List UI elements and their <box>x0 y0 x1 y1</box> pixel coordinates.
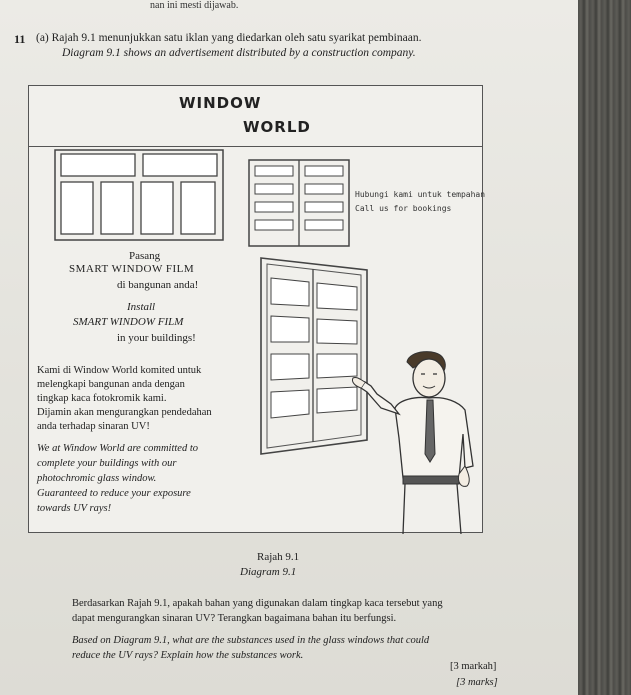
para-english-line-2: complete your buildings with our <box>37 458 177 469</box>
window-illustration-small <box>53 148 225 242</box>
para-malay-line-1: Kami di Window World komited untuk <box>37 365 202 376</box>
para-english-line-4: Guaranteed to reduce your exposure <box>37 488 191 499</box>
advertisement <box>28 85 486 533</box>
binder-edge <box>578 0 631 695</box>
advert-header <box>29 86 482 147</box>
bottom-malay-line-1: Berdasarkan Rajah 9.1, apakah bahan yang digunakan dalam tingkap kaca tersebut yang <box>72 598 443 609</box>
advert-title-world: WORLD <box>243 118 311 136</box>
para-english-line-3: photochromic glass window. <box>37 473 157 484</box>
para-english-line-1: We at Window World are committed to <box>37 443 198 454</box>
pasang-label: Pasang <box>129 250 161 262</box>
para-malay-line-2: melengkapi bangunan anda dengan <box>37 379 185 390</box>
question-part: (a) <box>36 32 49 44</box>
advert-title-window: WINDOW <box>179 94 262 112</box>
marks-english: [3 marks] <box>456 677 498 688</box>
install-label: Install <box>127 301 156 313</box>
in-your-buildings-label: in your buildings! <box>117 332 196 344</box>
top-cut-text: nan ini mesti dijawab. <box>150 0 239 11</box>
smart-window-film-malay: SMART WINDOW FILM <box>69 263 195 275</box>
question-english: Diagram 9.1 shows an advertisement distributed by a construction company. <box>62 47 416 59</box>
para-malay-line-4: Dijamin akan mengurangkan pendedahan <box>37 407 212 418</box>
question-number: 11 <box>14 32 26 46</box>
para-malay-line-3: tingkap kaca fotokromik kami. <box>37 393 167 404</box>
caption-english: Diagram 9.1 <box>240 566 297 578</box>
bottom-english-line-1: Based on Diagram 9.1, what are the substances used in the glass windows that could <box>72 635 430 646</box>
question-malay-text: Rajah 9.1 menunjukkan satu iklan yang diedarkan oleh satu syarikat pembinaan. <box>51 32 422 44</box>
bottom-english-line-2: reduce the UV rays? Explain how the substances work. <box>72 650 304 661</box>
para-malay-line-5: anda terhadap sinaran UV! <box>37 421 150 432</box>
smart-window-film-english: SMART WINDOW FILM <box>73 316 184 328</box>
bottom-malay-line-2: dapat mengurangkan sinaran UV? Terangkan bagaimana bahan itu berfungsi. <box>72 613 397 624</box>
caption-malay: Rajah 9.1 <box>257 551 300 563</box>
para-english-line-5: towards UV rays! <box>37 503 112 514</box>
window-illustration-louvre <box>247 158 351 248</box>
man-illustration <box>347 348 487 534</box>
contact-english: Call us for bookings <box>355 204 452 213</box>
contact-malay: Hubungi kami untuk tempahan <box>355 190 486 199</box>
marks-malay: [3 markah] <box>450 661 497 672</box>
di-bangunan-label: di bangunan anda! <box>117 279 199 291</box>
question-malay <box>36 32 421 44</box>
